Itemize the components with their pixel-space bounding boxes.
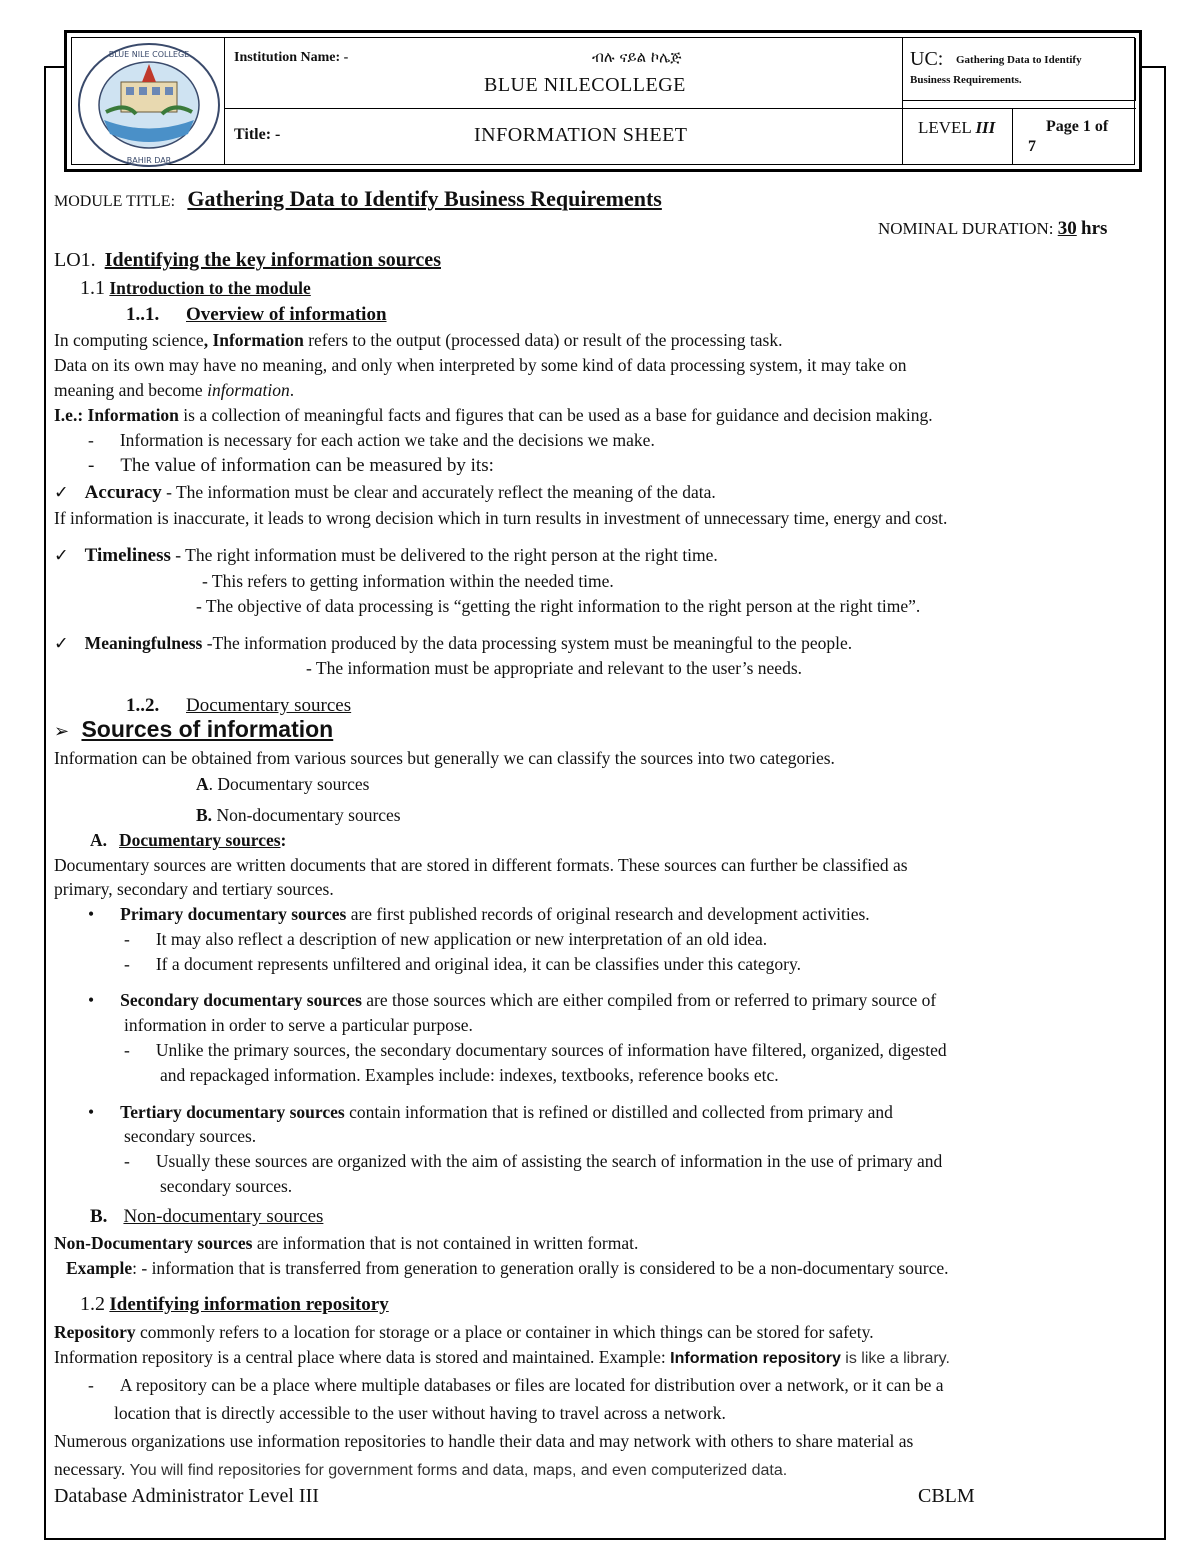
text-bold: A. bbox=[90, 830, 108, 850]
dash-item: - Usually these sources are organized with the aim of assisting the search of information in the use of primary and bbox=[124, 1151, 943, 1171]
s12-number: 1.2 bbox=[80, 1293, 105, 1315]
s12-title: Identifying information repository bbox=[109, 1294, 389, 1315]
sub-line: - This refers to getting information within the needed time. bbox=[202, 571, 614, 591]
section-1-1-1-heading bbox=[126, 302, 387, 327]
heading-b bbox=[90, 1204, 323, 1229]
lo1-title: Identifying the key information sources bbox=[104, 249, 441, 271]
heading-a bbox=[90, 828, 286, 853]
s11-number: 1.1 bbox=[80, 277, 105, 299]
footer-right: CBLM bbox=[918, 1485, 975, 1507]
text-bold: Secondary documentary sources bbox=[120, 990, 362, 1010]
paragraph-line bbox=[54, 378, 294, 403]
title-label: Title: - bbox=[234, 126, 281, 143]
text-italic: information bbox=[207, 380, 290, 400]
s112-number: 1..2. bbox=[126, 695, 160, 716]
nominal-duration bbox=[878, 216, 1107, 241]
paragraph-line: and repackaged information. Examples include: indexes, textbooks, reference books etc. bbox=[160, 1065, 779, 1085]
text: - The right information must be delivered to the right person at the right time. bbox=[170, 545, 718, 565]
text-bold: Meaningfulness bbox=[84, 633, 203, 653]
paragraph-line: Data on its own may have no meaning, and only when interpreted by some kind of data processing system, it may take on bbox=[54, 355, 907, 375]
text: The value of information can be measured by its: bbox=[120, 455, 494, 476]
lo1-heading bbox=[54, 248, 441, 273]
dash-item: - It may also reflect a description of new application or new interpretation of an old idea. bbox=[124, 929, 768, 949]
text: contain information that is refined or distilled and collected from primary and bbox=[344, 1102, 893, 1122]
text-bold: Non-Documentary sources bbox=[54, 1233, 253, 1253]
paragraph-line: information in order to serve a particular purpose. bbox=[124, 1015, 473, 1035]
paragraph-line: secondary sources. bbox=[124, 1126, 257, 1146]
text: are first published records of original research and development activities. bbox=[346, 904, 870, 924]
text: necessary. bbox=[54, 1459, 130, 1479]
uc-text-2: Business Requirements. bbox=[910, 74, 1022, 86]
text-bold: B. bbox=[90, 1206, 108, 1227]
duration-label: NOMINAL DURATION: bbox=[878, 219, 1054, 238]
institution-label: Institution Name: - bbox=[234, 50, 349, 65]
text-underline: Non-documentary sources bbox=[123, 1206, 324, 1227]
logo-text-bottom: BAHIR DAR bbox=[126, 156, 172, 165]
paragraph-line bbox=[54, 1345, 950, 1371]
text: In computing science bbox=[54, 330, 204, 350]
sub-line: - The objective of data processing is “getting the right information to the right person at the right time”. bbox=[196, 596, 921, 616]
section-1-1-2-heading bbox=[126, 693, 351, 718]
text-bold: Example bbox=[66, 1258, 133, 1278]
paragraph-line bbox=[54, 1231, 638, 1256]
text: It may also reflect a description of new application or new interpretation of an old idea. bbox=[155, 929, 768, 949]
sources-heading bbox=[54, 717, 333, 744]
logo-text-top: BLUE NILE COLLEGE bbox=[108, 50, 190, 59]
text: are information that is not contained in written format. bbox=[252, 1233, 639, 1253]
section-1-2-heading bbox=[80, 1292, 389, 1317]
text: . bbox=[289, 380, 295, 400]
paragraph-line bbox=[54, 1320, 874, 1345]
check-icon: ✓ bbox=[54, 483, 69, 503]
page-total: 7 bbox=[1028, 138, 1036, 155]
dash-item: - Information is necessary for each action we take and the decisions we make. bbox=[88, 430, 655, 450]
bullet-icon: • bbox=[88, 990, 95, 1010]
footer-left: Database Administrator Level III bbox=[54, 1485, 319, 1507]
paragraph-line bbox=[66, 1256, 949, 1281]
college-name: BLUE NILECOLLEGE bbox=[484, 74, 686, 96]
check-item-accuracy bbox=[54, 480, 716, 506]
level-value-row bbox=[918, 118, 995, 138]
dash-item: - The value of information can be measured by its: bbox=[88, 455, 494, 476]
sub-line: - The information must be appropriate and relevant to the user’s needs. bbox=[306, 658, 803, 678]
text: -The information produced by the data processing system must be meaningful to the people. bbox=[202, 633, 853, 653]
text: Information repository is a central place where data is stored and maintained. Example: bbox=[54, 1347, 671, 1367]
dash-item: - A repository can be a place where multiple databases or files are located for distribution over a network, or it can be a bbox=[88, 1375, 944, 1395]
module-title: Gathering Data to Identify Business Requirements bbox=[187, 186, 662, 211]
check-item-timeliness bbox=[54, 543, 718, 569]
level-value: III bbox=[975, 118, 996, 137]
text-bold: , Information bbox=[203, 330, 304, 350]
text-bold: Timeliness bbox=[84, 545, 171, 566]
text-bold: Tertiary documentary sources bbox=[120, 1102, 345, 1122]
bullet-tertiary bbox=[88, 1100, 893, 1125]
dash-item: - If a document represents unfiltered and original idea, it can be classifies under this category. bbox=[124, 954, 801, 974]
paragraph-line: primary, secondary and tertiary sources. bbox=[54, 879, 334, 899]
bullet-secondary bbox=[88, 988, 936, 1013]
bullet-icon: • bbox=[88, 904, 95, 924]
text-bold: : bbox=[280, 830, 287, 850]
text: - The information must be clear and accurately reflect the meaning of the data. bbox=[161, 482, 716, 502]
college-logo bbox=[76, 42, 222, 168]
paragraph-line bbox=[54, 328, 783, 353]
text: Non-documentary sources bbox=[212, 805, 401, 825]
s11-title: Introduction to the module bbox=[109, 278, 311, 298]
dash-item: - Unlike the primary sources, the secondary documentary sources of information have filtered, organized, digested bbox=[124, 1040, 947, 1060]
lo1-number: LO1. bbox=[54, 249, 96, 271]
text: meaning and become bbox=[54, 380, 208, 400]
paragraph-line: If information is inaccurate, it leads to wrong decision which in turn results in investment of unnecessary time, energy and cost. bbox=[54, 508, 948, 528]
text: Information is necessary for each action we take and the decisions we make. bbox=[119, 430, 655, 450]
duration-unit: hrs bbox=[1081, 218, 1108, 239]
s111-number: 1..1. bbox=[126, 304, 160, 325]
text: . Documentary sources bbox=[208, 774, 370, 794]
bullet-primary bbox=[88, 902, 870, 927]
text-bold: Accuracy bbox=[84, 482, 162, 503]
category-a bbox=[196, 772, 370, 797]
duration-value: 30 bbox=[1057, 218, 1077, 239]
text: commonly refers to a location for storage or a place or container in which things can be stored for safety. bbox=[135, 1322, 874, 1342]
module-label: MODULE TITLE: bbox=[54, 193, 176, 210]
text: You will find repositories for government forms and data, maps, and even computerized data. bbox=[129, 1462, 788, 1479]
bullet-icon: • bbox=[88, 1102, 95, 1122]
paragraph-line: Numerous organizations use information repositories to handle their data and may network with others to share material as bbox=[54, 1431, 914, 1451]
category-b bbox=[196, 803, 401, 828]
document-header bbox=[64, 30, 1142, 172]
check-icon: ✓ bbox=[54, 634, 69, 654]
paragraph-line: Information can be obtained from various sources but generally we can classify the sources into two categories. bbox=[54, 748, 835, 768]
institution-amharic: ብሉ ናይል ኮሌጅ bbox=[592, 48, 682, 66]
text-bold: Primary documentary sources bbox=[120, 904, 347, 924]
paragraph-line bbox=[54, 1457, 787, 1483]
text: refers to the output (processed data) or result of the processing task. bbox=[303, 330, 783, 350]
s112-title: Documentary sources bbox=[186, 695, 352, 716]
page-text: Page 1 of bbox=[1046, 118, 1109, 135]
check-icon: ✓ bbox=[54, 546, 69, 566]
text: is a collection of meaningful facts and figures that can be used as a base for guidance and decision making. bbox=[178, 405, 933, 425]
text-bold: Information repository bbox=[670, 1350, 841, 1367]
uc-text: Gathering Data to Identify bbox=[956, 54, 1082, 66]
arrow-bullet-icon: ➢ bbox=[54, 721, 70, 742]
text: Unlike the primary sources, the secondary documentary sources of information have filtered, organized, digested bbox=[155, 1040, 947, 1060]
text-bold: A bbox=[196, 774, 209, 794]
text: is like a library. bbox=[840, 1350, 950, 1367]
text: are those sources which are either compiled from or referred to primary source of bbox=[361, 990, 937, 1010]
text: If a document represents unfiltered and original idea, it can be classifies under this category. bbox=[155, 954, 801, 974]
paragraph-line bbox=[54, 403, 933, 428]
text: : - information that is transferred from generation to generation orally is considered to be a non-documentary source. bbox=[132, 1258, 949, 1278]
sources-title: Sources of information bbox=[81, 716, 334, 742]
level-label: LEVEL bbox=[918, 118, 972, 137]
check-item-meaningfulness bbox=[54, 631, 852, 657]
s111-title: Overview of information bbox=[186, 304, 387, 325]
paragraph-line: secondary sources. bbox=[160, 1176, 293, 1196]
paragraph-line: Documentary sources are written documents that are stored in different formats. These sources can further be classified as bbox=[54, 855, 908, 875]
text-bold: I.e.: Information bbox=[54, 405, 179, 425]
sheet-title: INFORMATION SHEET bbox=[474, 124, 688, 146]
header-inner-frame bbox=[71, 37, 1135, 165]
section-1-1-heading bbox=[80, 276, 311, 301]
text: Usually these sources are organized with the aim of assisting the search of information in the use of primary and bbox=[155, 1151, 943, 1171]
text-bold: B. bbox=[196, 805, 213, 825]
text-bold-underline: Documentary sources bbox=[119, 830, 281, 850]
module-title-line bbox=[54, 186, 662, 214]
paragraph-line: location that is directly accessible to the user without having to travel across a network. bbox=[114, 1403, 726, 1423]
text: A repository can be a place where multiple databases or files are located for distribution over a network, or it can be a bbox=[119, 1375, 944, 1395]
text-bold: Repository bbox=[54, 1322, 136, 1342]
uc-label: UC: bbox=[910, 48, 944, 70]
